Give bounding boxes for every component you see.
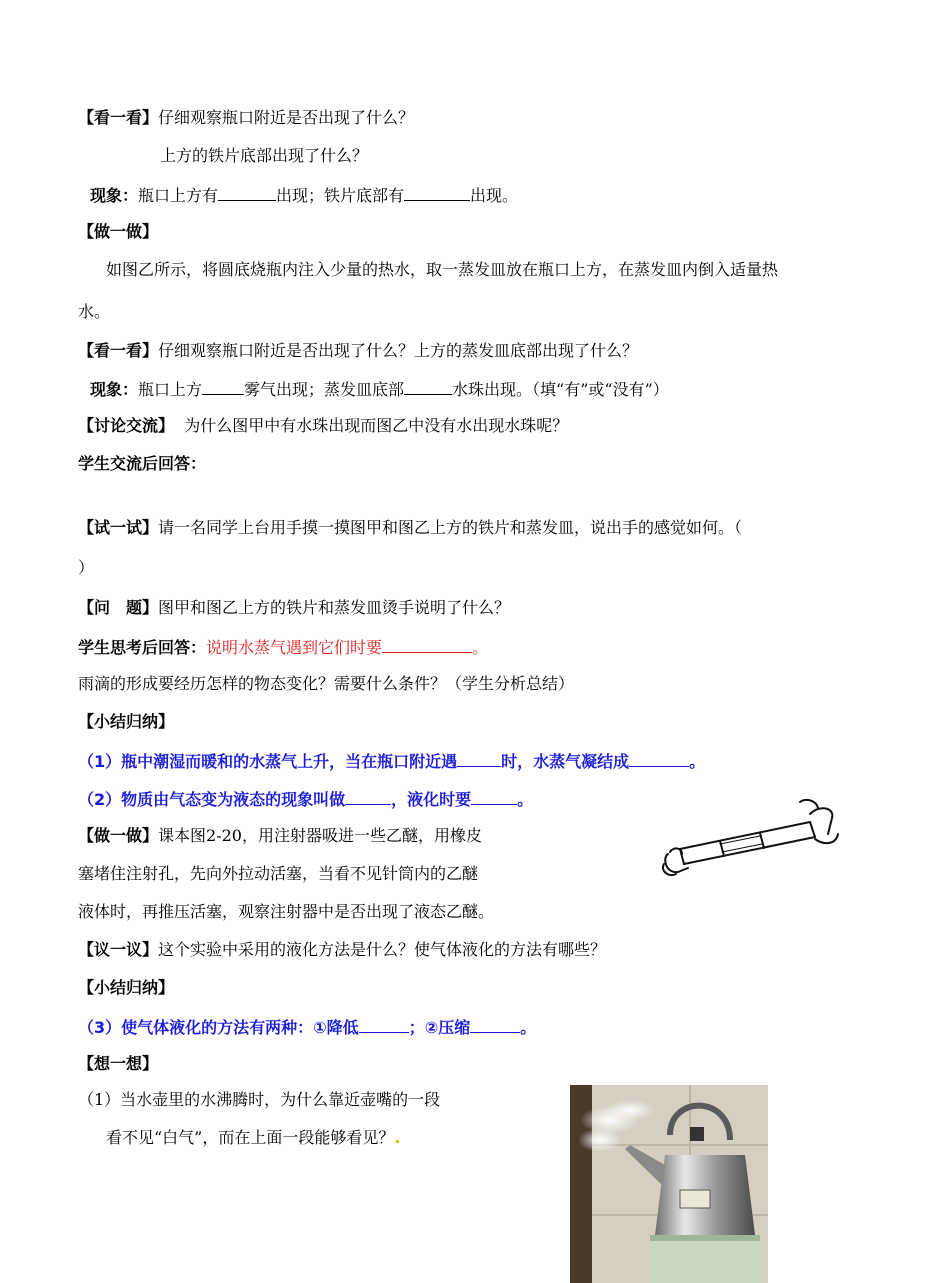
blank-field[interactable] xyxy=(457,750,501,767)
phenomenon-line xyxy=(90,184,518,206)
section-tag: 【小结归纳】 xyxy=(78,978,175,997)
paragraph-line xyxy=(78,902,494,922)
section-tag: 【议一议】 xyxy=(78,940,159,959)
section-tag: 【小结归纳】 xyxy=(78,712,175,731)
phenomenon-label: 现象： xyxy=(90,380,139,399)
section-tag: 【看一看】 xyxy=(78,341,159,360)
question-text: 这个实验中采用的液化方法是什么？使气体液化的方法有哪些？ xyxy=(158,940,607,959)
try-it-line xyxy=(78,518,742,538)
question-text: 看不见“白气”，而在上面一段能够看见？ xyxy=(106,1128,395,1147)
discuss-line xyxy=(78,940,606,960)
summary-text: 。 xyxy=(517,790,534,809)
paragraph-text: 请一名同学上台用手摸一摸图甲和图乙上方的铁片和蒸发皿，说出手的感觉如何。（ xyxy=(158,518,743,537)
blank-field[interactable] xyxy=(218,184,276,201)
observe-question-line-2 xyxy=(160,146,368,166)
summary-text: 时，水蒸气凝结成 xyxy=(501,752,630,771)
question-text: （1）当水壶里的水沸腾时，为什么靠近壶嘴的一段 xyxy=(78,1090,441,1109)
section-tag: 【讨论交流】 xyxy=(78,416,175,435)
paragraph-text: 塞堵住注射孔，先向外拉动活塞，当看不见针筒内的乙醚 xyxy=(78,864,479,883)
think-question-line xyxy=(78,1090,440,1110)
summary-text: ；②压缩 xyxy=(408,1018,471,1037)
question-text: 上方的铁片底部出现了什么？ xyxy=(160,146,369,165)
summary-heading xyxy=(78,712,174,732)
phenomenon-label: 现象： xyxy=(90,186,139,205)
paragraph-text: 液体时，再推压活塞，观察注射器中是否出现了液态乙醚。 xyxy=(78,902,495,921)
section-tag: 【做一做】 xyxy=(78,826,159,845)
summary-text: （1）瓶中潮湿而暖和的水蒸气上升，当在瓶口附近遇 xyxy=(78,752,458,771)
syringe-illustration xyxy=(660,794,840,884)
text: 出现。 xyxy=(470,186,519,205)
summary-point-3 xyxy=(78,1016,536,1038)
blank-field[interactable] xyxy=(345,788,391,805)
section-tag: 【看一看】 xyxy=(78,108,159,127)
paragraph-line xyxy=(78,302,110,322)
section-tag: 【试一试】 xyxy=(78,518,159,537)
question-text: 为什么图甲中有水珠出现而图乙中没有水出现水珠呢？ xyxy=(184,416,569,435)
blank-field[interactable] xyxy=(359,1016,409,1033)
blank-field[interactable] xyxy=(202,378,244,395)
summary-text: ，液化时要 xyxy=(391,790,472,809)
summary-point-1 xyxy=(78,750,705,772)
blank-field[interactable] xyxy=(404,184,470,201)
summary-heading xyxy=(78,978,174,998)
blank-field[interactable] xyxy=(404,378,452,395)
summary-text: 。 xyxy=(689,752,706,771)
section-tag: 【做一做】 xyxy=(78,222,159,241)
kettle-photo xyxy=(570,1085,768,1283)
paragraph-line xyxy=(78,558,94,578)
question-text: 图甲和图乙上方的铁片和蒸发皿烫手说明了什么？ xyxy=(158,598,511,617)
text: 瓶口上方 xyxy=(138,380,203,399)
paragraph-line xyxy=(78,864,478,884)
section-tag: 【想一想】 xyxy=(78,1054,159,1073)
student-answer-line xyxy=(78,636,488,658)
paragraph-text: 课本图2-20，用注射器吸进一些乙醚，用橡皮 xyxy=(158,826,482,845)
summary-point-2 xyxy=(78,788,533,810)
question-text: 仔细观察瓶口附近是否出现了什么？上方的蒸发皿底部出现了什么？ xyxy=(158,341,639,360)
question-line xyxy=(78,598,510,618)
summary-text: 。 xyxy=(520,1018,537,1037)
question-text: 仔细观察瓶口附近是否出现了什么？ xyxy=(158,108,415,127)
text: 。 xyxy=(472,638,489,657)
marker-dot xyxy=(396,1140,399,1143)
section-tag: 【问 题】 xyxy=(78,598,159,617)
do-it-line xyxy=(78,826,482,846)
observe-question-line xyxy=(78,108,414,128)
answer-label: 学生思考后回答： xyxy=(78,638,207,657)
summary-text: （3）使气体液化的方法有两种：①降低 xyxy=(78,1018,359,1037)
blank-field[interactable] xyxy=(629,750,689,767)
paragraph-text: 如图乙所示，将圆底烧瓶内注入少量的热水，取一蒸发皿放在瓶口上方，在蒸发皿内倒入适量热 xyxy=(106,260,779,279)
think-question-line-2 xyxy=(106,1128,399,1148)
paragraph-line xyxy=(78,674,574,694)
think-heading xyxy=(78,1054,158,1074)
blank-field[interactable] xyxy=(470,1016,520,1033)
paragraph-text: 水。 xyxy=(78,302,111,321)
do-it-heading xyxy=(78,222,158,242)
paragraph-text: ） xyxy=(78,558,95,577)
text: 瓶口上方有 xyxy=(138,186,219,205)
text: 水珠出现。（填“有”或“没有”） xyxy=(452,380,669,399)
answer-prompt xyxy=(78,454,206,474)
phenomenon-line xyxy=(90,378,669,400)
answer-label: 学生交流后回答： xyxy=(78,454,207,473)
observe-question-line xyxy=(78,341,638,361)
answer-text: 说明水蒸气遇到它们时要 xyxy=(206,638,383,657)
discussion-line xyxy=(78,416,568,436)
blank-field[interactable] xyxy=(471,788,517,805)
paragraph-text: 雨滴的形成要经历怎样的物态变化？需要什么条件？（学生分析总结） xyxy=(78,674,575,693)
text: 出现；铁片底部有 xyxy=(276,186,405,205)
summary-text: （2）物质由气态变为液态的现象叫做 xyxy=(78,790,346,809)
text: 雾气出现；蒸发皿底部 xyxy=(244,380,405,399)
blank-field[interactable] xyxy=(382,636,472,653)
paragraph-line xyxy=(106,260,778,280)
